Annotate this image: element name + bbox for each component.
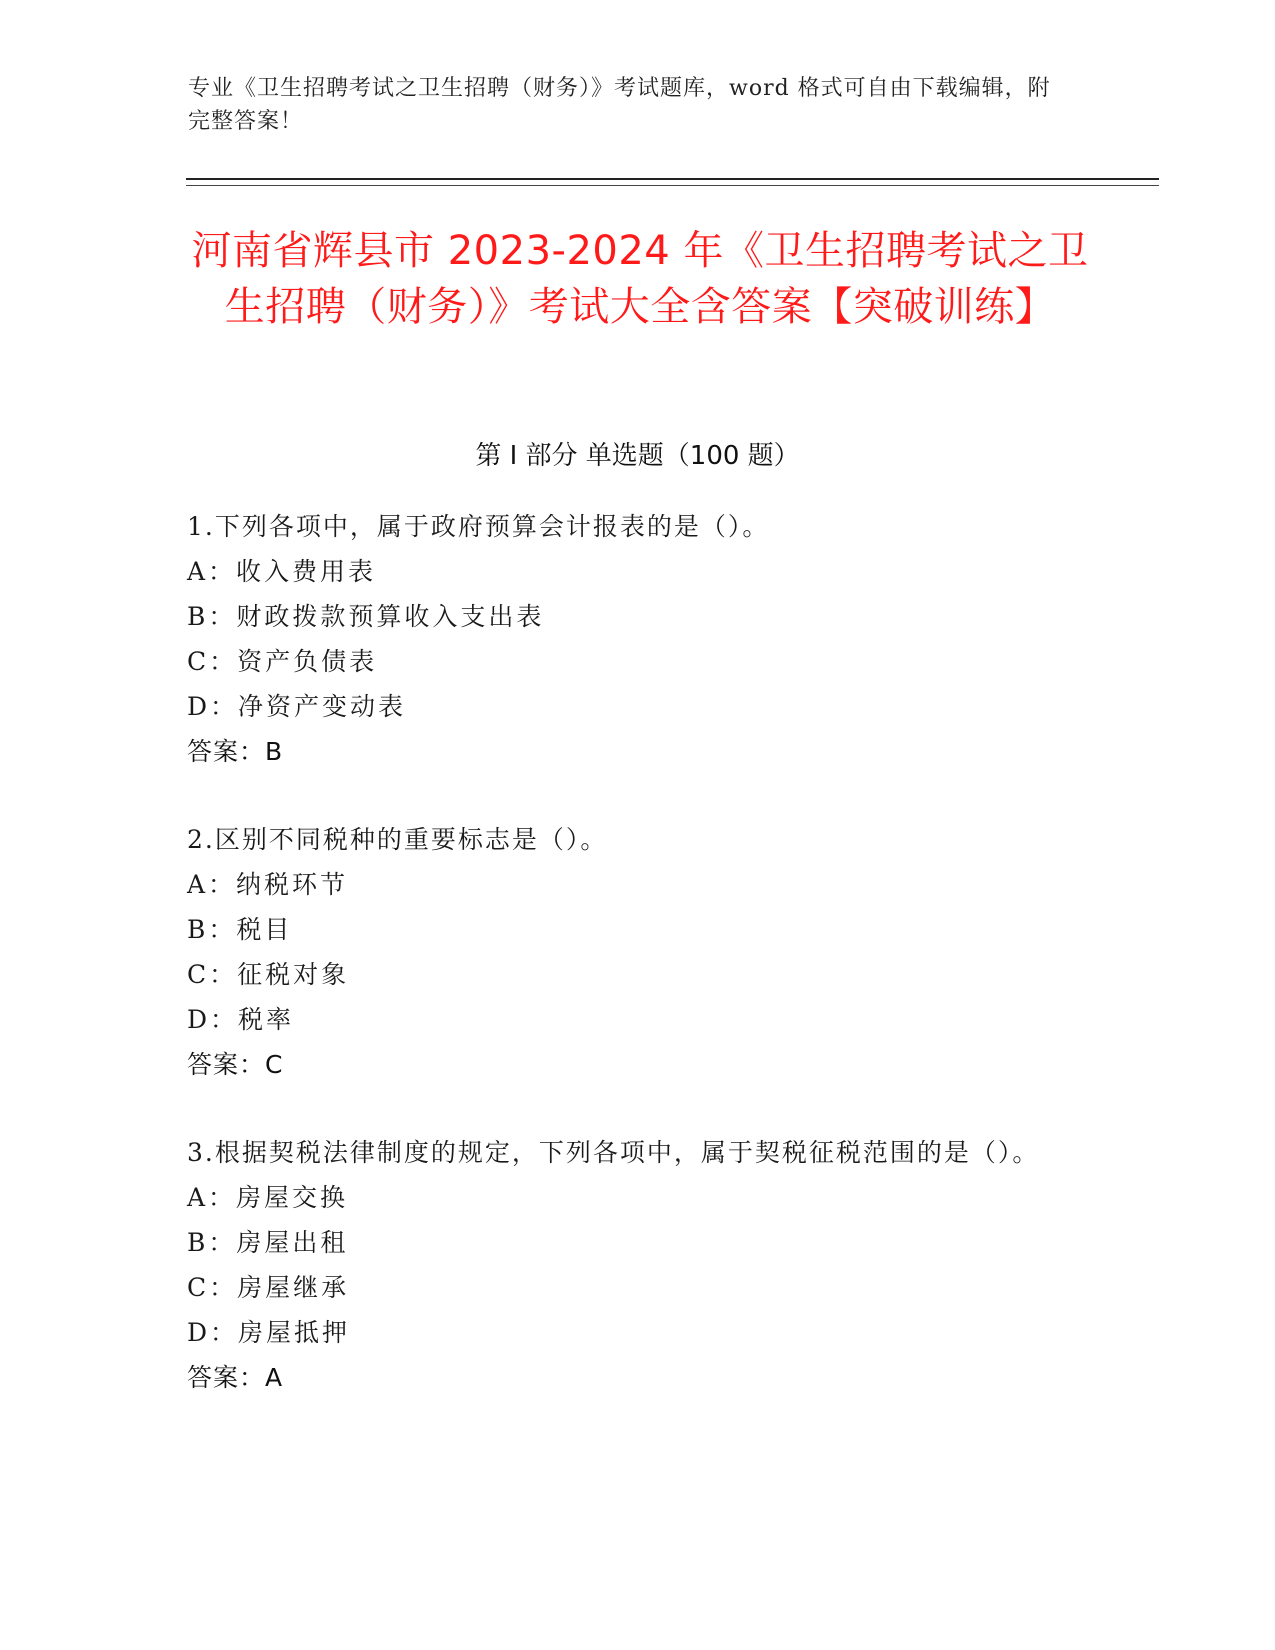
option-d: D：净资产变动表 (187, 692, 407, 721)
answer: 答案：B (187, 737, 284, 766)
question-stem: 2.区别不同税种的重要标志是（）。 (187, 825, 608, 854)
answer: 答案：C (187, 1050, 284, 1079)
document-title: 河南省辉县市 2023-2024 年《卫生招聘考试之卫生招聘（财务）》考试大全含答案【突破训练】 (191, 228, 1089, 330)
option-a: A：纳税环节 (187, 870, 349, 899)
header-rule-thin (186, 185, 1159, 186)
option-b: B：财政拨款预算收入支出表 (187, 602, 545, 631)
option-c: C：房屋继承 (187, 1273, 350, 1302)
option-c: C：征税对象 (187, 960, 350, 989)
section-title: 第 I 部分 单选题（100 题） (475, 441, 800, 471)
option-c: C：资产负债表 (187, 647, 378, 676)
question-stem: 1.下列各项中，属于政府预算会计报表的是（）。 (187, 512, 770, 541)
option-a: A：收入费用表 (187, 557, 377, 586)
question-2 (187, 818, 1067, 1088)
option-a: A：房屋交换 (187, 1183, 349, 1212)
question-3 (187, 1131, 1067, 1401)
option-d: D：税率 (187, 1005, 295, 1034)
answer: 答案：A (187, 1363, 284, 1392)
question-1 (187, 505, 1067, 775)
question-stem: 3.根据契税法律制度的规定，下列各项中，属于契税征税范围的是（）。 (187, 1138, 1040, 1167)
header-rule-thick (186, 178, 1159, 180)
option-d: D：房屋抵押 (187, 1318, 351, 1347)
header-note: 专业《卫生招聘考试之卫生招聘（财务）》考试题库，word 格式可自由下载编辑，附完整答案！ (188, 76, 1051, 134)
option-b: B：税目 (187, 915, 293, 944)
option-b: B：房屋出租 (187, 1228, 349, 1257)
